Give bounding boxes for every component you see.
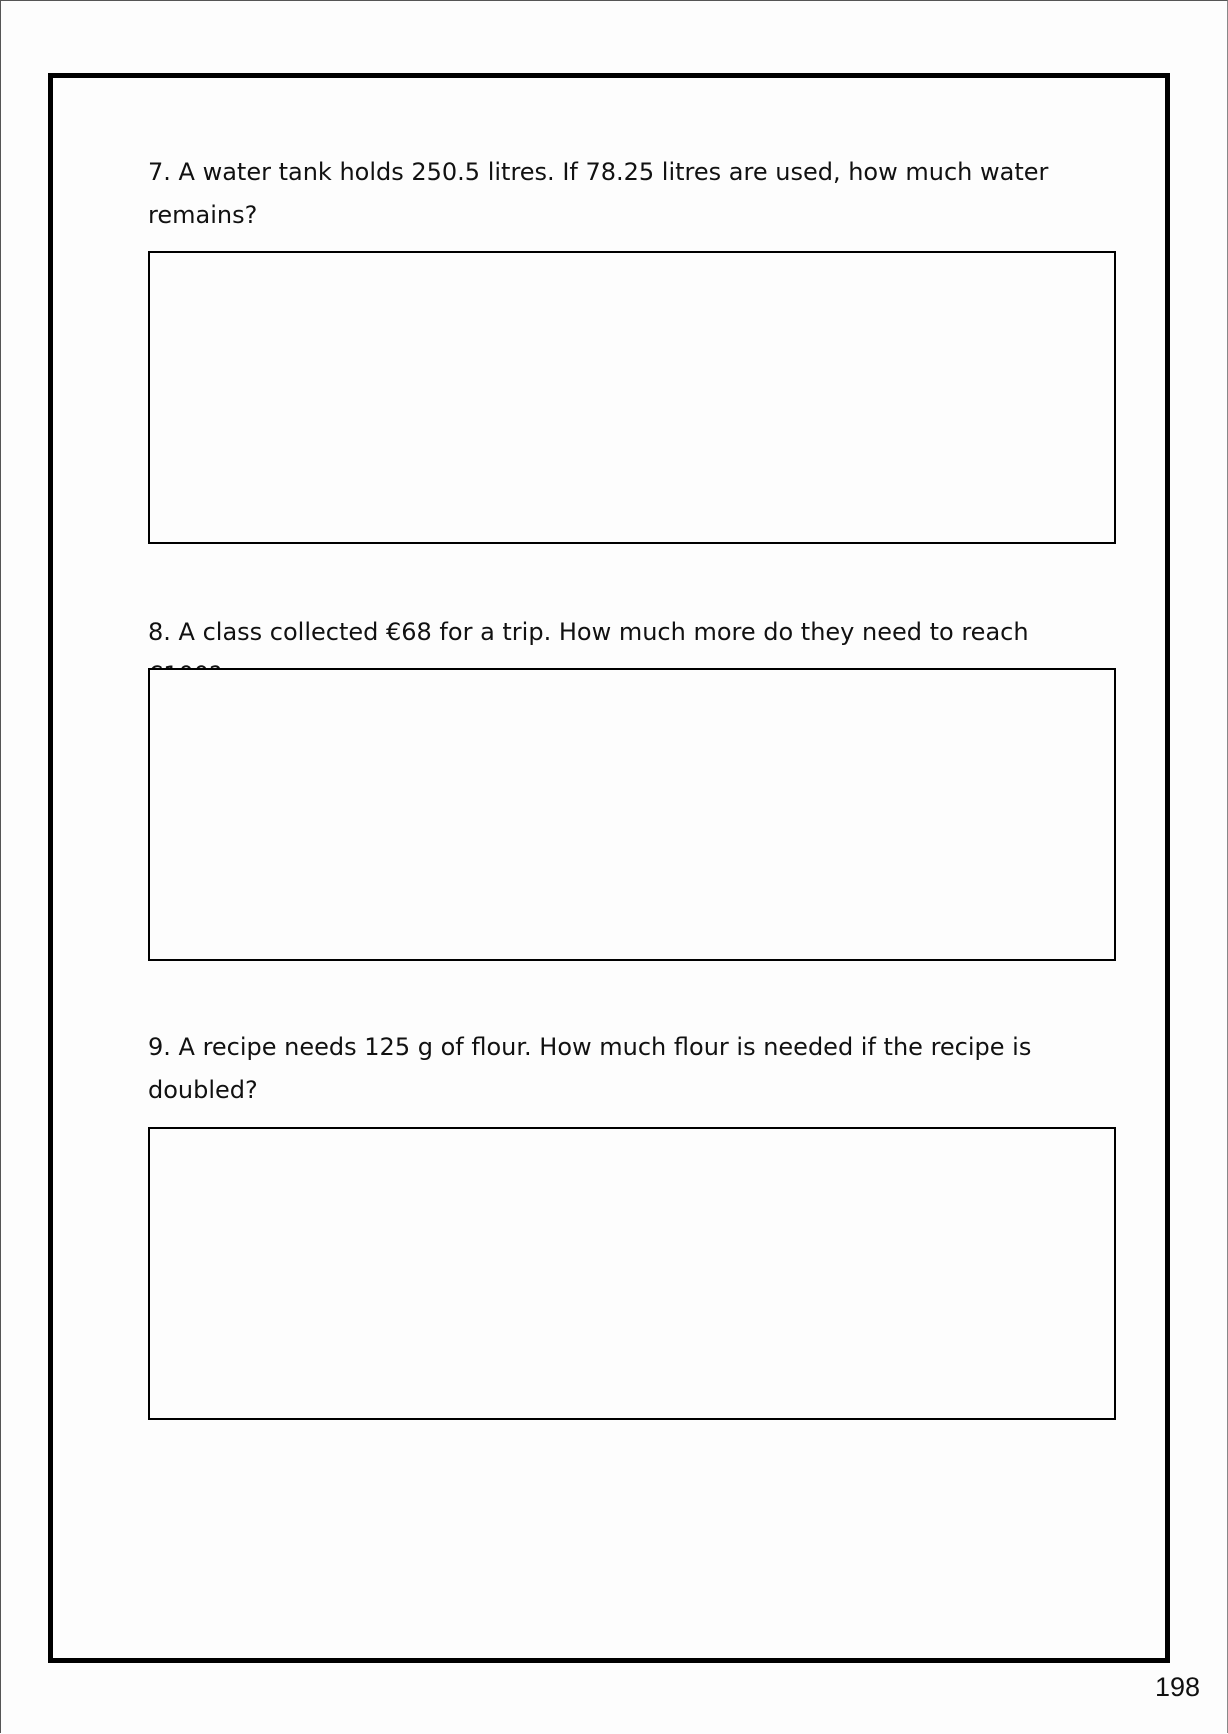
answer-box-question-8[interactable] (148, 668, 1116, 961)
question-7-text: 7. A water tank holds 250.5 litres. If 78.25 litres are used, how much water remains? (148, 158, 1049, 229)
page-number: 198 (1154, 1672, 1200, 1702)
answer-box-question-9[interactable] (148, 1127, 1116, 1420)
question-8-text: 8. A class collected €68 for a trip. How much more do they need to reach (148, 618, 1029, 646)
answer-box-question-7[interactable] (148, 251, 1116, 544)
question-9-text: 9. A recipe needs 125 g of flour. How much flour is needed if the recipe is doubled? (148, 1033, 1032, 1104)
